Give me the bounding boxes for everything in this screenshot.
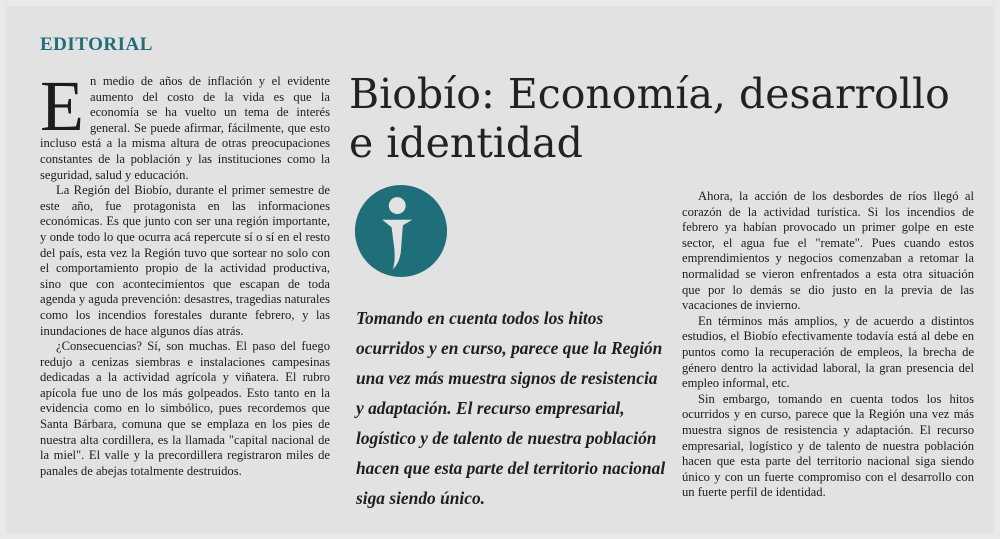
paragraph: En términos más amplios, y de acuerdo a distintos estudios, el Biobío efectivamente todavía está al debe en puntos como la recuperación de empleos, la brecha de género dentro la actividad laboral, la gran presencia del empleo informal, etc. — [682, 313, 974, 391]
editorial-page — [6, 6, 994, 533]
section-label: EDITORIAL — [40, 34, 153, 55]
paragraph: ¿Consecuencias? Sí, son muchas. El paso del fuego redujo a cenizas siembras e instalaciones campesinas dedicadas a la actividad agrícola y viñatera. El rubro apícola fue uno de los más golpeados. Esto tanto en la evidencia como en lo simbólico, pues recordemos que Santa Bárbara, comuna que se emplaza en los pies de nuestra alta cordillera, es la llamada "capital nacional de la miel". El valle y la precordillera registraron miles de panales de abejas totalmente destruidos. — [40, 339, 330, 478]
paragraph: La Región del Biobío, durante el primer semestre de este año, fue protagonista en las informaciones económicas. Es que junto con ser una región importante, y onde todo lo que ocurra acá repercute sí o sí en el resto del país, esta vez la Región tuvo que sortear no solo con el comportamiento propio de la actividad productiva, sino que con acontecimientos que escapan de toda agenda y aguda prevención: desastres, tragedias naturales como los incendios forestales durante febrero, y las inundaciones de hace algunos días atrás. — [40, 183, 330, 338]
pull-quote: Tomando en cuenta todos los hitos ocurridos y en curso, parece que la Región una vez más muestra signos de resistencia y adaptación. El recurso empresarial, logístico y de talento de nuestra población hacen que esta parte del territorio nacional siga siendo único. — [356, 308, 666, 508]
paragraph: Ahora, la acción de los desbordes de ríos llegó al corazón de la actividad turística. Si los incendios de febrero ya habían provocado un primer golpe en este sector, el agua fue el "remate". Pues cuando estos emprendimientos y negocios comenzaban a retomar la normalidad se vieron enfrentados a esta otra situación que por lo demás se dio justo en la previa de las vacaciones de invierno. — [682, 189, 974, 313]
left-column — [40, 66, 330, 479]
headline: Biobío: Economía, desarrollo e identidad — [349, 70, 950, 167]
right-column — [682, 189, 974, 501]
paragraph-text: n medio de años de inflación y el evidente aumento del costo de la vida es que la economía se ha vuelto un tema de interés general. Se puede afirmar, fácilmente, que esto incluso está a la misma altura de otras preocupaciones constantes de la población y las instituciones como la seguridad, salud y educación. — [40, 74, 330, 182]
drop-cap: E — [40, 66, 84, 146]
paragraph — [40, 66, 330, 183]
info-icon — [354, 184, 448, 278]
paragraph: Sin embargo, tomando en cuenta todos los hitos ocurridos y en curso, parece que la Región una vez más muestra signos de resistencia y adaptación. El recurso empresarial, logístico y de talento de nuestra población hacen que esta parte del territorio nacional siga siendo único y con un fuerte compromiso con el desarrollo con un fuerte perfil de identidad. — [682, 391, 974, 500]
